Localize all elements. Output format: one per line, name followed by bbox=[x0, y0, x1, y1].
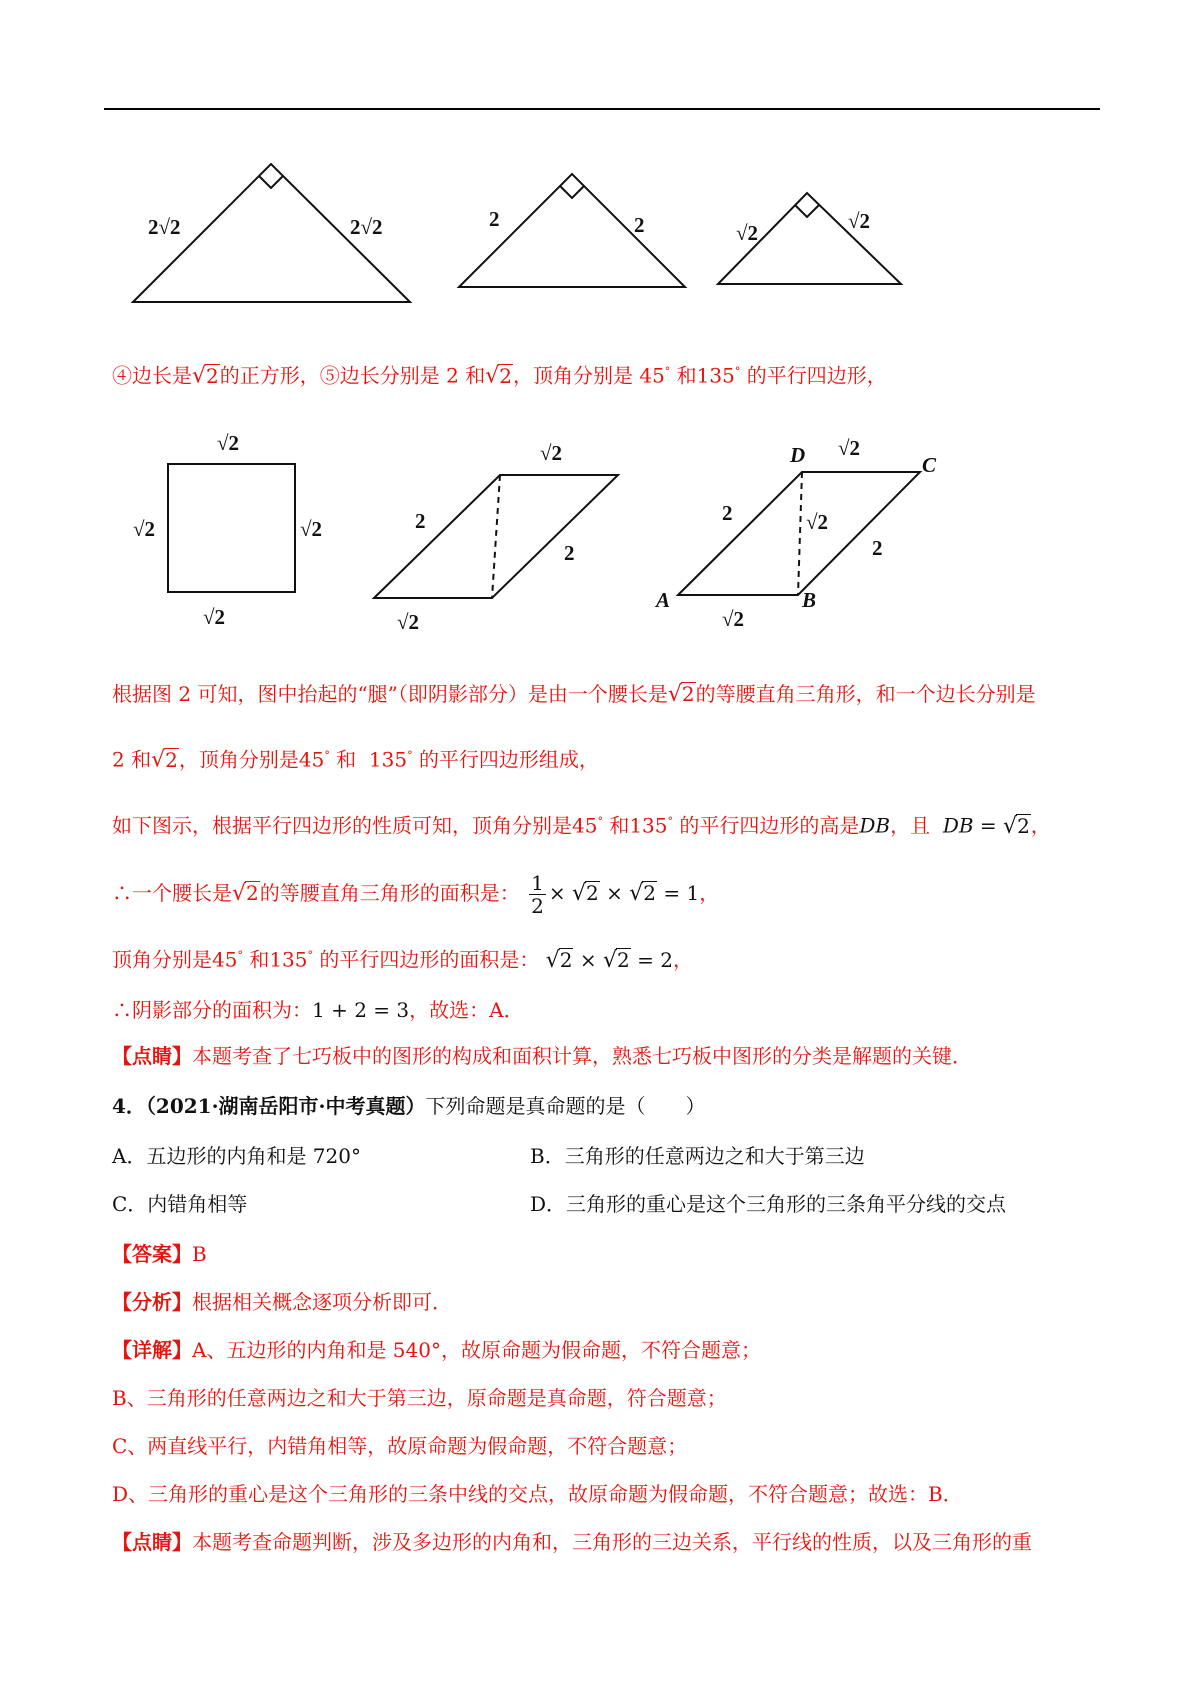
p2-top-label: √2 bbox=[838, 436, 861, 460]
detail-tag: 【详解】 bbox=[112, 1338, 192, 1362]
vertex-A: A bbox=[656, 588, 671, 612]
l3-135: 135 bbox=[368, 747, 408, 772]
detail-line-a bbox=[112, 1336, 761, 1364]
l1-e: 的平行四边形， bbox=[746, 363, 887, 388]
l4-45: 45 bbox=[572, 813, 598, 838]
question-4 bbox=[112, 1092, 706, 1120]
l6-45: 45 bbox=[212, 947, 238, 972]
l4-135: 135 bbox=[629, 813, 668, 838]
l1-b: 的正方形，⑤边长分别是 2 和 bbox=[219, 363, 486, 388]
detail-a: A、五边形的内角和是 540°，故原命题为假命题，不符合题意； bbox=[192, 1338, 761, 1362]
l6-deg2: ° bbox=[307, 949, 313, 962]
l2-sqrt: 2 bbox=[681, 682, 695, 706]
tri3-right-label: √2 bbox=[848, 209, 871, 233]
l1-deg1: ° bbox=[664, 365, 671, 378]
vertex-D: D bbox=[790, 443, 806, 467]
l4-a: 如下图示，根据平行四边形的性质可知，顶角分别是 bbox=[112, 813, 572, 838]
comment-text: 本题考查了七巧板中的图形的构成和面积计算，熟悉七巧板中图形的分类是解题的关键． bbox=[192, 1044, 972, 1068]
tri1-right-label: 2√2 bbox=[350, 215, 383, 239]
l3-c: 和 bbox=[336, 747, 357, 772]
l1-d: 和 bbox=[676, 363, 697, 388]
l5-sqrt3: 2 bbox=[643, 881, 656, 905]
analysis-line bbox=[112, 1288, 452, 1316]
l6-a: 顶角分别是 bbox=[112, 947, 212, 972]
l6-d: ， bbox=[672, 947, 693, 972]
p1-left-label: 2 bbox=[415, 509, 426, 533]
answer-value: B bbox=[192, 1242, 207, 1266]
p2-mid-label: √2 bbox=[806, 510, 829, 534]
l3-deg1: ° bbox=[324, 749, 330, 762]
comment-line-2 bbox=[112, 1528, 1032, 1556]
triangles-figure bbox=[0, 0, 1200, 320]
l1-sqrt: 2 bbox=[206, 363, 219, 388]
analysis-text: 根据相关概念逐项分析即可． bbox=[192, 1290, 452, 1314]
l3-a: 2 和 bbox=[112, 747, 152, 772]
square bbox=[168, 464, 295, 592]
text-line-4: 如下图示，根据平行四边形的性质可知，顶角分别是45° 和135° 的平行四边形的高是DB，且 DB = √2， bbox=[112, 813, 1051, 839]
tri3-left-label: √2 bbox=[736, 221, 759, 245]
l4-eq: DB = bbox=[942, 813, 1004, 838]
comment-tag: 【点睛】 bbox=[112, 1044, 192, 1068]
frac-den: 2 bbox=[531, 894, 544, 918]
l6-sqrt2: 2 bbox=[617, 947, 630, 972]
sq-top-label: √2 bbox=[217, 431, 240, 455]
option-D: D．三角形的重心是这个三角形的三条角平分线的交点 bbox=[530, 1192, 1007, 1216]
p2-right-label: 2 bbox=[872, 536, 883, 560]
p2-left-label: 2 bbox=[722, 501, 733, 525]
sq-right-label: √2 bbox=[300, 517, 323, 541]
l5-c: ， bbox=[699, 881, 720, 905]
detail-line-d: D、三角形的重心是这个三角形的三条中线的交点，故原命题为假命题，不符合题意；故选：B． bbox=[112, 1482, 963, 1506]
vertex-B: B bbox=[802, 588, 817, 612]
l4-d: ，且 bbox=[890, 813, 931, 838]
l5-eq: = 1 bbox=[657, 881, 700, 905]
l5-times1: × bbox=[548, 881, 572, 905]
l6-c: 的平行四边形的面积是： bbox=[319, 947, 540, 972]
l1-sqrt2: 2 bbox=[499, 363, 512, 388]
l6-135: 135 bbox=[269, 947, 308, 972]
option-A: A．五边形的内角和是 720° bbox=[112, 1144, 361, 1168]
l5-b: 的等腰直角三角形的面积是： bbox=[259, 881, 520, 905]
l1-a: ④边长是 bbox=[112, 363, 192, 388]
half-fraction bbox=[529, 872, 546, 917]
vertex-C: C bbox=[922, 453, 937, 477]
parallelogram-2 bbox=[678, 472, 920, 595]
answer-line bbox=[112, 1240, 207, 1268]
l3-sqrt: 2 bbox=[165, 747, 178, 772]
l5-sqrt: 2 bbox=[246, 881, 259, 905]
l7-a: ∴阴影部分的面积为： bbox=[112, 998, 312, 1022]
l3-45: 45 bbox=[298, 747, 325, 772]
l1-135: 135 bbox=[696, 363, 735, 388]
l3-b: ，顶角分别是 bbox=[178, 747, 299, 772]
l6-sqrt1: 2 bbox=[559, 947, 573, 972]
l4-deg2: ° bbox=[667, 815, 673, 828]
detail-line-b: B、三角形的任意两边之和大于第三边，原命题是真命题，符合题意； bbox=[112, 1386, 727, 1410]
l4-deg1: ° bbox=[597, 815, 603, 828]
text-line-6: 顶角分别是45° 和135° 的平行四边形的面积是： √2 × √2 = 2， bbox=[112, 947, 693, 973]
text-line-3: 2 和√2，顶角分别是45° 和 135° 的平行四边形组成， bbox=[112, 747, 599, 773]
q-stem: 下列命题是真命题的是（ ） bbox=[425, 1094, 706, 1118]
detail-line-c: C、两直线平行，内错角相等，故原命题为假命题，不符合题意； bbox=[112, 1434, 688, 1458]
answer-tag: 【答案】 bbox=[112, 1242, 192, 1266]
l2-b: 的等腰直角三角形，和一个边长分别是 bbox=[695, 682, 1036, 706]
l6-deg1: ° bbox=[237, 949, 243, 962]
l6-eq: = 2 bbox=[630, 947, 673, 972]
comment-line bbox=[112, 1042, 972, 1070]
l6-b: 和 bbox=[249, 947, 270, 972]
l4-c: 的平行四边形的高是 bbox=[679, 813, 860, 838]
tri2-left-label: 2 bbox=[489, 207, 500, 231]
q-number: 4． bbox=[112, 1094, 146, 1118]
l2-a: 根据图 2 可知，图中抬起的“腿”（即阴影部分）是由一个腰长是 bbox=[112, 682, 668, 706]
option-B: B．三角形的任意两边之和大于第三边 bbox=[530, 1144, 865, 1168]
sq-bottom-label: √2 bbox=[203, 605, 226, 629]
option-C: C．内错角相等 bbox=[112, 1192, 248, 1216]
l5-times2: × bbox=[599, 881, 630, 905]
l1-c: ，顶角分别是 bbox=[512, 363, 633, 388]
p1-bottom-label: √2 bbox=[397, 610, 420, 634]
l5-a: ∴一个腰长是 bbox=[112, 881, 232, 905]
tri1-left-label: 2√2 bbox=[148, 215, 181, 239]
p2-bottom-label: √2 bbox=[722, 607, 745, 631]
analysis-tag: 【分析】 bbox=[112, 1290, 192, 1314]
l1-45: 45 bbox=[639, 363, 665, 388]
l3-deg2: ° bbox=[407, 749, 413, 762]
text-line-2: 根据图 2 可知，图中抬起的“腿”（即阴影部分）是由一个腰长是√2的等腰直角三角形，和一个边长分别是 bbox=[112, 682, 1036, 707]
l4-sqrt: 2 bbox=[1017, 813, 1030, 838]
l6-times: × bbox=[573, 947, 603, 972]
l4-DB: DB bbox=[859, 813, 891, 838]
parallelogram-1 bbox=[374, 475, 618, 598]
text-line-7 bbox=[112, 996, 524, 1024]
l5-sqrt2: 2 bbox=[586, 881, 599, 905]
text-line-1: ④边长是√2的正方形，⑤边长分别是 2 和√2，顶角分别是 45° 和135° 的平行四边形， bbox=[112, 363, 887, 389]
quad-figure bbox=[0, 410, 1200, 650]
l1-deg2: ° bbox=[734, 365, 741, 378]
text-line-5: ∴一个腰长是√2的等腰直角三角形的面积是： $\frac{1}{2}$ × √2 × √2 = 1， bbox=[112, 871, 720, 918]
l7-eq: 1 + 2 = 3 bbox=[312, 998, 410, 1022]
comment2-tag: 【点睛】 bbox=[112, 1530, 192, 1554]
p1-top-label: √2 bbox=[540, 441, 563, 465]
frac-num: 1 bbox=[531, 871, 544, 895]
sq-left-label: √2 bbox=[133, 517, 156, 541]
l3-d: 的平行四边形组成， bbox=[418, 747, 599, 772]
l4-b: 和 bbox=[609, 813, 630, 838]
l4-e: ， bbox=[1030, 813, 1051, 838]
p1-right-label: 2 bbox=[564, 541, 575, 565]
q-source: （2021·湖南岳阳市·中考真题） bbox=[145, 1094, 426, 1118]
l7-b: ，故选：A． bbox=[409, 998, 524, 1022]
comment2-text: 本题考查命题判断，涉及多边形的内角和，三角形的三边关系，平行线的性质，以及三角形的重 bbox=[192, 1530, 1032, 1554]
tri2-right-label: 2 bbox=[634, 213, 645, 237]
